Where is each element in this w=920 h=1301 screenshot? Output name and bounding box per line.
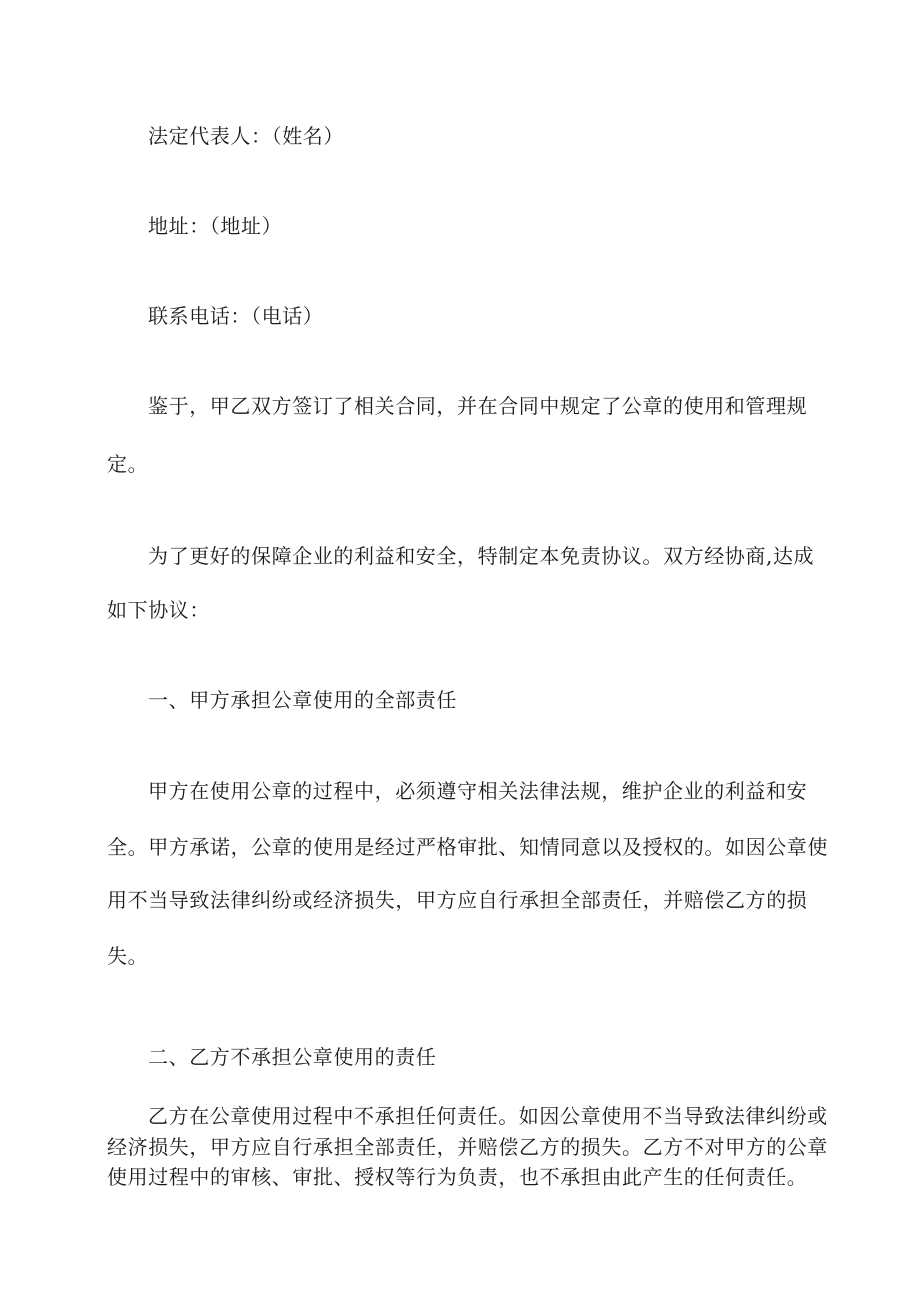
preamble-paragraph-2-line-1: 为了更好的保障企业的利益和安全，特制定本免责协议。双方经协商,达成 [148, 544, 815, 568]
section-1-line-1: 甲方在使用公章的过程中，必须遵守相关法律法规，维护企业的利益和安 [148, 779, 808, 803]
preamble-paragraph-1-line-1: 鉴于，甲乙双方签订了相关合同，并在合同中规定了公章的使用和管理规 [148, 394, 808, 418]
section-2-line-1: 乙方在公章使用过程中不承担任何责任。如因公章使用不当导致法律纠纷或 [148, 1104, 828, 1128]
section-1-line-2: 全。甲方承诺，公章的使用是经过严格审批、知情同意以及授权的。如因公章使 [107, 835, 828, 859]
preamble-paragraph-2-line-2: 如下协议： [107, 598, 210, 622]
legal-representative-line: 法定代表人：（姓名） [148, 124, 344, 148]
section-2-line-3: 使用过程中的审核、审批、授权等行为负责，也不承担由此产生的任何责任。 [107, 1165, 808, 1189]
section-1-line-3: 用不当导致法律纠纷或经济损失，甲方应自行承担全部责任，并赔偿乙方的损 [107, 888, 808, 912]
preamble-paragraph-1-line-2: 定。 [107, 452, 149, 476]
phone-line: 联系电话：（电话） [148, 304, 324, 328]
section-1-heading: 一、甲方承担公章使用的全部责任 [148, 688, 457, 712]
address-line: 地址：（地址） [148, 214, 283, 238]
section-2-heading: 二、乙方不承担公章使用的责任 [148, 1045, 437, 1069]
section-2-paragraph [107, 1101, 827, 1193]
section-2-line-2: 经济损失，甲方应自行承担全部责任，并赔偿乙方的损失。乙方不对甲方的公章 [107, 1134, 828, 1159]
section-1-line-4: 失。 [107, 944, 149, 968]
